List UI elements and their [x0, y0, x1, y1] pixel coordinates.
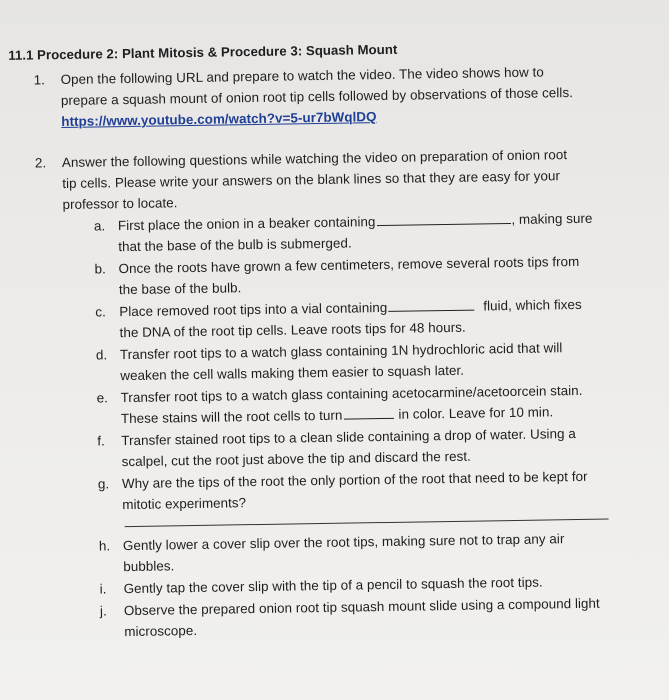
step-c-answer-blank[interactable] — [388, 299, 474, 312]
step-a-line-2: that the base of the bulb is submerged. — [118, 235, 352, 255]
step-c-line-1 — [119, 297, 582, 320]
step-e-letter: e. — [96, 390, 109, 406]
step-c-text-end: fluid, which fixes — [483, 296, 582, 314]
step-g-line-2: mitotic experiments? — [122, 495, 247, 513]
step-e-text: These stains will the root cells to turn — [120, 407, 343, 427]
step-b-line-2: the base of the bulb. — [118, 280, 242, 298]
step-a-answer-blank[interactable] — [376, 212, 510, 226]
step-b-line-1: Once the roots have grown a few centimeters, remove several roots tips from — [118, 253, 580, 277]
step-d-line-2: weaken the cell walls making them easier to squash later. — [120, 362, 465, 384]
item-1-line-1: Open the following URL and prepare to watch the video. The video shows how to — [60, 64, 544, 88]
step-g-answer-line[interactable] — [125, 518, 609, 527]
step-c-line-2: the DNA of the root tip cells. Leave roots tips for 48 hours. — [119, 319, 466, 341]
step-h-letter: h. — [98, 538, 111, 554]
item-2-line-1: Answer the following questions while watching the video on preparation of onion root — [61, 147, 568, 171]
step-c-text: Place removed root tips into a vial containing — [119, 299, 388, 320]
step-g-line-1: Why are the tips of the root the only portion of the root that need to be kept for — [121, 468, 588, 492]
step-f-letter: f. — [97, 433, 105, 449]
step-a-letter: a. — [93, 218, 106, 234]
step-f-line-2: scalpel, cut the root just above the tip and discard the rest. — [121, 448, 471, 470]
step-e-line-2 — [121, 404, 553, 427]
step-e-answer-blank[interactable] — [343, 407, 393, 420]
video-url-link[interactable]: https://www.youtube.com/watch?v=5-ur7bWqlDQ — [61, 109, 377, 130]
step-c-letter: c. — [95, 304, 106, 320]
step-j-line-1: Observe the prepared onion root tip squash mount slide using a compound light — [123, 595, 600, 619]
step-e-text-end: in color. Leave for 10 min. — [398, 404, 554, 422]
page-heading: 11.1 Procedure 2: Plant Mitosis & Procedure 3: Squash Mount — [8, 41, 398, 63]
item-1-number: 1. — [33, 72, 46, 88]
step-a-line-1 — [118, 211, 593, 234]
item-1-line-2: prepare a squash mount of onion root tip cells followed by observations of those cells. — [60, 85, 574, 109]
step-a-text: First place the onion in a beaker containing — [117, 214, 376, 234]
item-2-line-3: professor to locate. — [62, 195, 178, 213]
step-e-line-1: Transfer root tips to a watch glass containing acetocarmine/acetoorcein stain. — [120, 382, 583, 406]
step-d-letter: d. — [95, 347, 108, 363]
item-2-line-2: tip cells. Please write your answers on the blank lines so that they are easy for your — [62, 168, 561, 192]
step-h-line-2: bubbles. — [123, 558, 175, 575]
step-f-line-1: Transfer stained root tips to a clean slide containing a drop of water. Using a — [121, 426, 576, 449]
step-a-text-end: , making sure — [511, 210, 593, 227]
step-i-letter: i. — [99, 581, 107, 597]
step-b-letter: b. — [94, 261, 107, 277]
step-d-line-1: Transfer root tips to a watch glass containing 1N hydrochloric acid that will — [119, 340, 563, 363]
item-2-number: 2. — [34, 155, 47, 171]
step-i-line-1: Gently tap the cover slip with the tip of a pencil to squash the root tips. — [123, 574, 543, 597]
step-j-letter: j. — [99, 603, 107, 619]
worksheet-page — [0, 29, 669, 640]
step-h-line-1: Gently lower a cover slip over the root tips, making sure not to trap any air — [122, 531, 565, 554]
step-j-line-2: microscope. — [124, 622, 198, 640]
step-g-letter: g. — [97, 476, 110, 492]
